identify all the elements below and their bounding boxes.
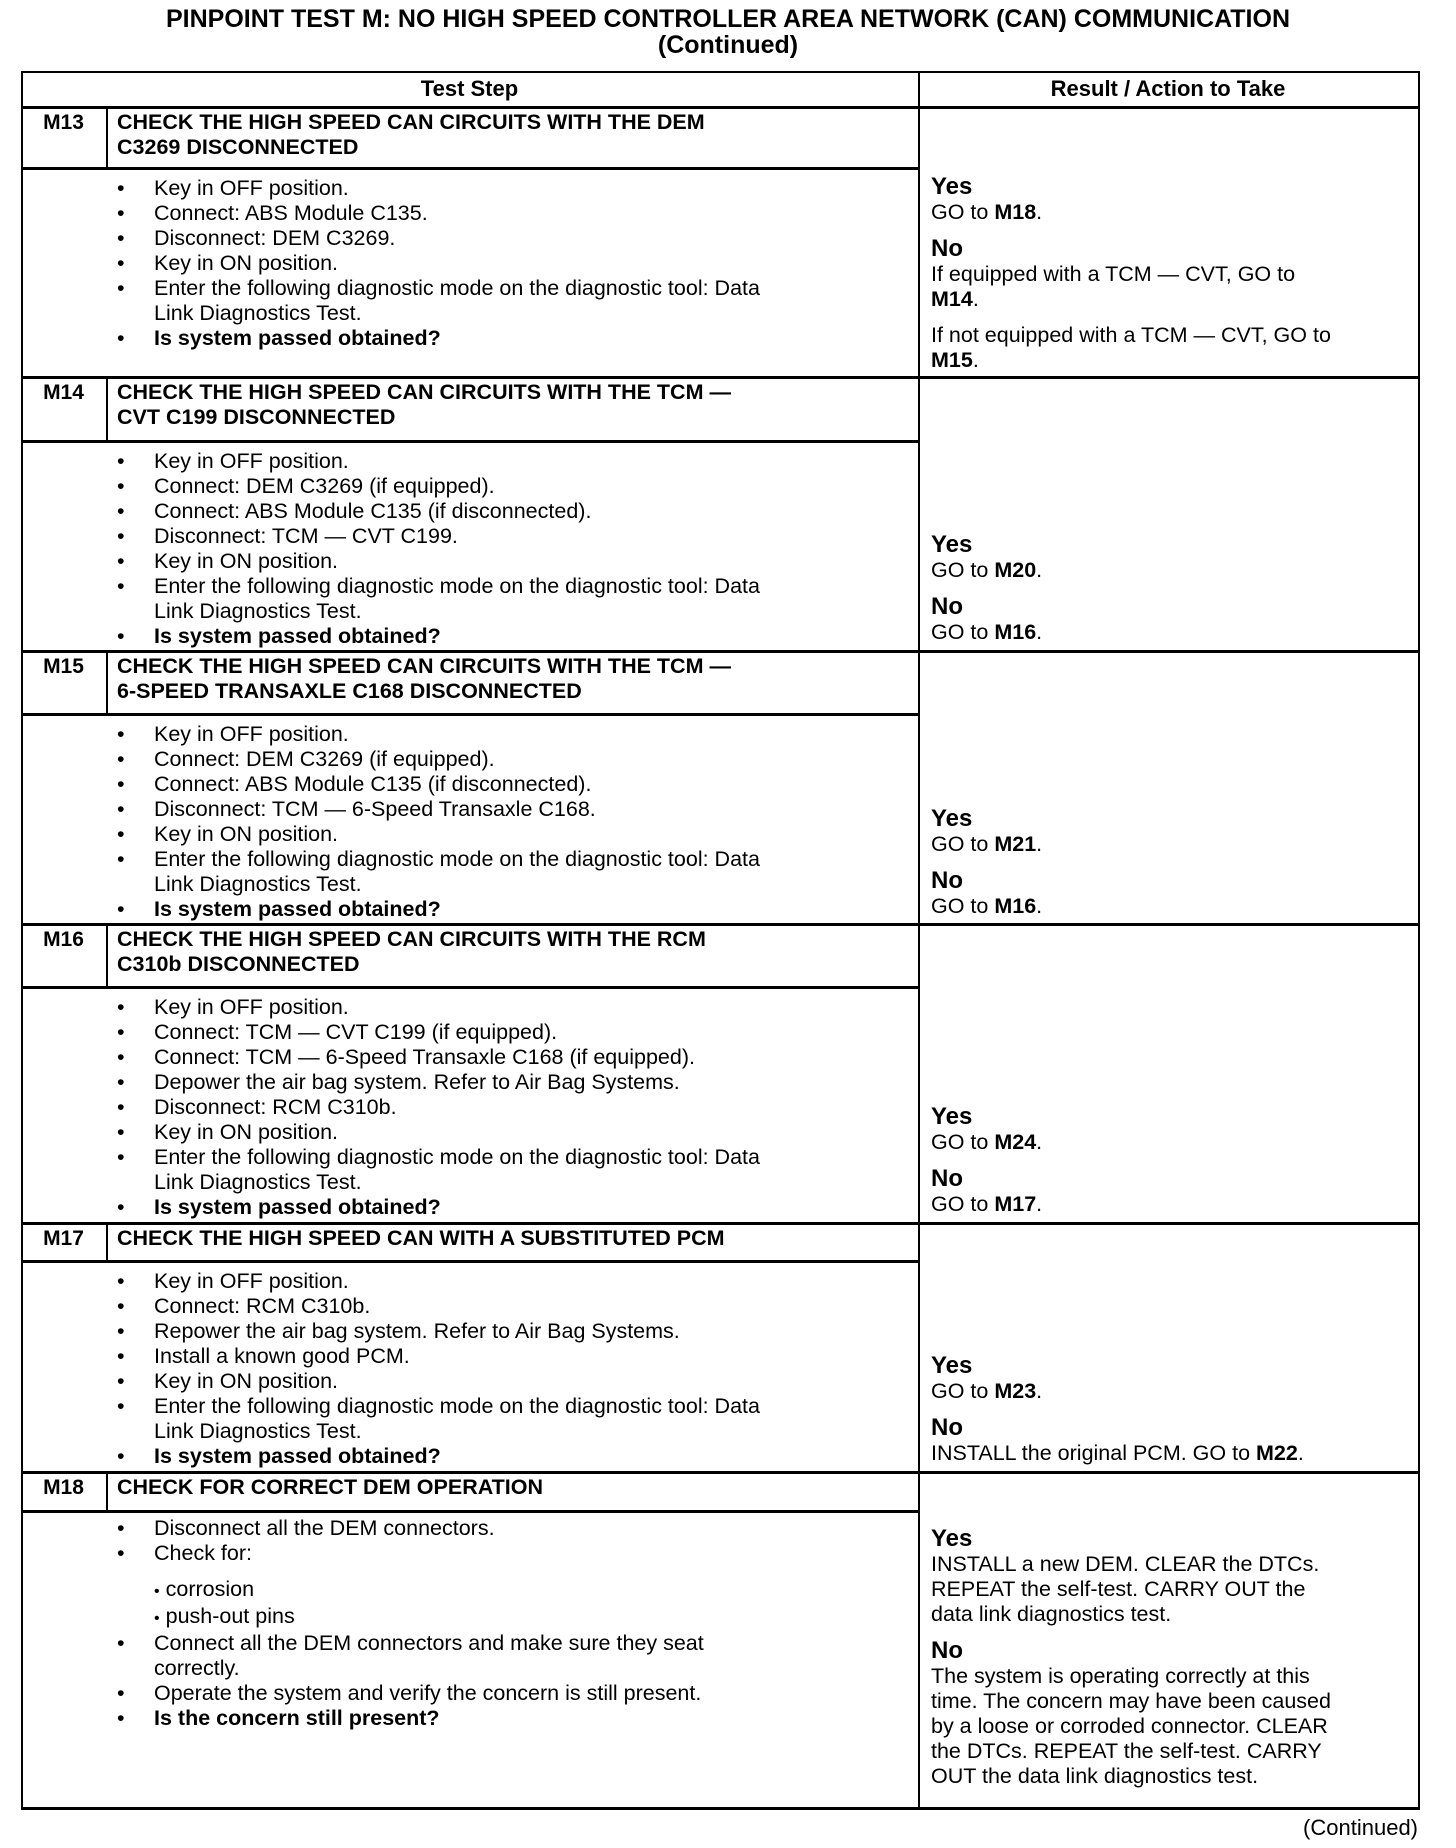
yes-label: Yes xyxy=(931,1352,973,1379)
instruction-item xyxy=(117,1294,917,1319)
yes-label: Yes xyxy=(931,1103,973,1130)
instruction-text: Connect: DEM C3269 (if equipped). xyxy=(154,474,495,498)
action-text: . xyxy=(1036,620,1043,644)
instruction-text: Install a known good PCM. xyxy=(154,1344,410,1368)
yes-label: Yes xyxy=(931,1525,973,1552)
step-reference: M23 xyxy=(994,1379,1037,1403)
bullet-icon: • xyxy=(117,1095,125,1119)
no-label: No xyxy=(931,593,963,620)
instruction-item xyxy=(117,201,917,226)
instruction-item xyxy=(117,276,917,326)
action-text: GO to xyxy=(931,1192,995,1216)
step-number-divider xyxy=(106,378,108,440)
column-divider xyxy=(918,71,920,1809)
instruction-text: Repower the air bag system. Refer to Air Bag Systems. xyxy=(154,1319,680,1343)
page-title: PINPOINT TEST M: NO HIGH SPEED CONTROLLER AREA NETWORK (CAN) COMMUNICATION xyxy=(165,5,1291,33)
step-reference: M18 xyxy=(994,200,1037,224)
bullet-icon: • xyxy=(117,1070,125,1094)
instruction-text: Disconnect: TCM — CVT C199. xyxy=(154,524,458,548)
bullet-icon: • xyxy=(117,1541,125,1565)
yes-action xyxy=(931,1552,1417,1627)
step-number: M17 xyxy=(43,1227,84,1250)
instruction-item xyxy=(117,822,917,847)
step-reference: M21 xyxy=(994,832,1037,856)
instruction-item xyxy=(117,176,917,201)
instruction-text: Disconnect: TCM — 6-Speed Transaxle C168. xyxy=(154,797,596,821)
instruction-item xyxy=(117,1706,917,1731)
action-text: GO to xyxy=(931,1130,995,1154)
instruction-item xyxy=(117,1269,917,1294)
step-number: M14 xyxy=(43,381,84,404)
instruction-text: Disconnect all the DEM connectors. xyxy=(154,1516,495,1540)
instruction-item xyxy=(117,747,917,772)
instruction-text: Is system passed obtained? xyxy=(154,624,441,648)
instruction-text: Connect: ABS Module C135 (if disconnected). xyxy=(154,499,592,523)
instruction-item xyxy=(117,797,917,822)
no-action xyxy=(931,1664,1417,1789)
step-instructions xyxy=(117,1516,917,1731)
bullet-icon: • xyxy=(117,276,125,300)
step-number: M16 xyxy=(43,928,84,951)
bullet-icon: • xyxy=(117,1369,125,1393)
no-action xyxy=(931,1192,1417,1217)
bullet-icon: • xyxy=(117,201,125,225)
instruction-text: Connect: RCM C310b. xyxy=(154,1294,371,1318)
action-text: . xyxy=(972,287,979,311)
no-label: No xyxy=(931,1637,963,1664)
column-header-result: Result / Action to Take xyxy=(1050,76,1286,101)
instruction-text: corrosion xyxy=(165,1577,255,1601)
instruction-item xyxy=(117,722,917,747)
table-border-bottom xyxy=(21,1807,1420,1810)
bullet-icon: • xyxy=(117,251,125,275)
step-title: CHECK THE HIGH SPEED CAN CIRCUITS WITH THE TCM — 6-SPEED TRANSAXLE C168 DISCONNECTED xyxy=(117,654,731,703)
no-action xyxy=(931,620,1417,645)
result-action xyxy=(931,806,1417,919)
instruction-text: Is system passed obtained? xyxy=(154,897,441,921)
action-text: GO to xyxy=(931,832,995,856)
instruction-text: Check for: xyxy=(154,1541,252,1565)
title-divider xyxy=(21,713,918,716)
bullet-icon: • xyxy=(117,574,125,598)
action-text: . xyxy=(1036,1192,1043,1216)
instruction-text: Key in OFF position. xyxy=(154,176,349,200)
step-reference: M14 xyxy=(931,287,973,311)
instruction-text: Enter the following diagnostic mode on the diagnostic tool: Data Link Diagnostics Test. xyxy=(154,847,760,896)
no-label: No xyxy=(931,867,963,894)
action-text: GO to xyxy=(931,620,995,644)
instruction-item xyxy=(117,524,917,549)
step-title: CHECK THE HIGH SPEED CAN CIRCUITS WITH THE RCM C310b DISCONNECTED xyxy=(117,927,706,976)
instruction-item xyxy=(117,1541,917,1566)
page-subtitle: (Continued) xyxy=(657,31,799,59)
instruction-text: Key in OFF position. xyxy=(154,995,349,1019)
action-text: If not equipped with a TCM — CVT, GO to xyxy=(931,323,1331,347)
action-text: . xyxy=(1036,1379,1043,1403)
instruction-text: Disconnect: RCM C310b. xyxy=(154,1095,397,1119)
instruction-item xyxy=(117,772,917,797)
bullet-icon: • xyxy=(117,1631,125,1655)
bullet-icon: • xyxy=(117,1120,125,1144)
instruction-text: Connect: DEM C3269 (if equipped). xyxy=(154,747,495,771)
step-reference: M22 xyxy=(1256,1441,1298,1465)
instruction-item xyxy=(117,474,917,499)
table-border-right xyxy=(1418,71,1420,1809)
instruction-item xyxy=(117,1195,917,1220)
action-text: INSTALL the original PCM. GO to xyxy=(931,1441,1257,1465)
bullet-icon: • xyxy=(117,176,125,200)
instruction-text: Is system passed obtained? xyxy=(154,1444,441,1468)
bullet-icon: • xyxy=(117,1294,125,1318)
action-text: . xyxy=(1036,1130,1043,1154)
instruction-text: Depower the air bag system. Refer to Air Bag Systems. xyxy=(154,1070,680,1094)
yes-label: Yes xyxy=(931,173,973,200)
instruction-item xyxy=(117,326,917,351)
bullet-icon: • xyxy=(117,722,125,746)
step-number-divider xyxy=(106,1224,108,1260)
step-reference: M16 xyxy=(994,620,1037,644)
step-number: M15 xyxy=(43,655,84,678)
no-label: No xyxy=(931,1165,963,1192)
bullet-icon: • xyxy=(117,474,125,498)
action-text: GO to xyxy=(931,1379,995,1403)
instruction-text: Key in ON position. xyxy=(154,549,339,573)
action-text: The system is operating correctly at this time. The concern may have been caused by a loose or corroded connector. CLEAR the DTCs. REPEAT the self-test. CARRY OUT the data link diagnostics test. xyxy=(931,1664,1331,1788)
instruction-item xyxy=(117,1577,917,1604)
bullet-icon: • xyxy=(117,1516,125,1540)
instruction-text: Operate the system and verify the concern is still present. xyxy=(154,1681,702,1705)
result-action xyxy=(931,1526,1417,1789)
bullet-icon: • xyxy=(117,1020,125,1044)
instruction-item xyxy=(117,549,917,574)
column-header-test-step: Test Step xyxy=(420,76,519,101)
title-divider xyxy=(21,440,918,443)
bullet-icon: • xyxy=(117,747,125,771)
instruction-item xyxy=(117,1120,917,1145)
instruction-text: Enter the following diagnostic mode on the diagnostic tool: Data Link Diagnostics Test. xyxy=(154,276,760,325)
bullet-icon: • xyxy=(117,797,125,821)
instruction-item xyxy=(117,226,917,251)
step-title: CHECK FOR CORRECT DEM OPERATION xyxy=(117,1475,544,1499)
instruction-text: Connect: TCM — CVT C199 (if equipped). xyxy=(154,1020,558,1044)
step-reference: M16 xyxy=(994,894,1037,918)
yes-label: Yes xyxy=(931,531,973,558)
step-reference: M15 xyxy=(931,348,973,372)
instruction-text: Connect: TCM — 6-Speed Transaxle C168 (if equipped). xyxy=(154,1045,695,1069)
instruction-text: Enter the following diagnostic mode on the diagnostic tool: Data Link Diagnostics Test. xyxy=(154,574,760,623)
bullet-icon: • xyxy=(117,847,125,871)
bullet-icon: • xyxy=(117,1195,125,1219)
step-number-divider xyxy=(106,925,108,986)
bullet-icon: • xyxy=(117,524,125,548)
action-text: . xyxy=(972,348,979,372)
action-text: . xyxy=(1036,832,1043,856)
bullet-icon: • xyxy=(117,772,125,796)
instruction-item xyxy=(117,1631,917,1681)
instruction-item xyxy=(117,1344,917,1369)
bullet-icon: • xyxy=(117,449,125,473)
step-instructions xyxy=(117,1269,917,1469)
no-action xyxy=(931,1441,1417,1466)
result-action xyxy=(931,1104,1417,1217)
instruction-item xyxy=(117,847,917,897)
instruction-text: Connect all the DEM connectors and make sure they seat correctly. xyxy=(154,1631,704,1680)
bullet-icon: • xyxy=(117,1681,125,1705)
instruction-text: Disconnect: DEM C3269. xyxy=(154,226,396,250)
step-instructions xyxy=(117,722,917,922)
instruction-text: Enter the following diagnostic mode on the diagnostic tool: Data Link Diagnostics Test. xyxy=(154,1145,760,1194)
instruction-item xyxy=(117,1145,917,1195)
step-number-divider xyxy=(106,1473,108,1510)
action-text: GO to xyxy=(931,200,995,224)
step-number-divider xyxy=(106,652,108,713)
step-title: CHECK THE HIGH SPEED CAN CIRCUITS WITH THE DEM C3269 DISCONNECTED xyxy=(117,110,705,159)
bullet-icon: • xyxy=(117,1319,125,1343)
title-divider xyxy=(21,167,918,170)
no-action xyxy=(931,262,1417,312)
bullet-icon: • xyxy=(117,549,125,573)
table-border-top xyxy=(21,71,1420,73)
step-instructions xyxy=(117,176,917,351)
step-number: M18 xyxy=(43,1476,84,1499)
no-action xyxy=(931,323,1417,373)
bullet-icon: • xyxy=(117,1269,125,1293)
instruction-item xyxy=(117,1095,917,1120)
instruction-item xyxy=(117,574,917,624)
instruction-item xyxy=(117,1444,917,1469)
instruction-item xyxy=(117,1070,917,1095)
action-text: . xyxy=(1036,894,1043,918)
instruction-text: Key in ON position. xyxy=(154,822,339,846)
step-number-divider xyxy=(106,108,108,167)
instruction-item xyxy=(117,897,917,922)
instruction-item xyxy=(117,995,917,1020)
instruction-item xyxy=(117,499,917,524)
step-instructions xyxy=(117,995,917,1220)
action-text: INSTALL a new DEM. CLEAR the DTCs. REPEAT the self-test. CARRY OUT the data link diagnostics test. xyxy=(931,1552,1320,1626)
step-number: M13 xyxy=(43,111,84,134)
step-reference: M20 xyxy=(994,558,1037,582)
instruction-text: Key in OFF position. xyxy=(154,449,349,473)
yes-action xyxy=(931,1379,1417,1404)
action-text: GO to xyxy=(931,558,995,582)
instruction-text: Connect: ABS Module C135. xyxy=(154,201,428,225)
instruction-item xyxy=(117,1020,917,1045)
bullet-icon: • xyxy=(117,1344,125,1368)
instruction-text: Enter the following diagnostic mode on the diagnostic tool: Data Link Diagnostics Test. xyxy=(154,1394,760,1443)
instruction-text: Key in ON position. xyxy=(154,251,339,275)
instruction-item xyxy=(117,1369,917,1394)
bullet-icon: • xyxy=(117,822,125,846)
yes-label: Yes xyxy=(931,805,973,832)
action-text: . xyxy=(1036,558,1043,582)
instruction-text: Connect: ABS Module C135 (if disconnected). xyxy=(154,772,592,796)
sub-bullet-icon: • xyxy=(154,1583,160,1600)
action-text: If equipped with a TCM — CVT, GO to xyxy=(931,262,1296,286)
bullet-icon: • xyxy=(117,1444,125,1468)
no-label: No xyxy=(931,235,963,262)
title-divider xyxy=(21,986,918,989)
bullet-icon: • xyxy=(117,624,125,648)
bullet-icon: • xyxy=(117,897,125,921)
bullet-icon: • xyxy=(117,1394,125,1418)
bullet-icon: • xyxy=(117,326,125,350)
yes-action xyxy=(931,1130,1417,1155)
instruction-item xyxy=(117,1604,917,1631)
bullet-icon: • xyxy=(117,995,125,1019)
no-action xyxy=(931,894,1417,919)
step-reference: M17 xyxy=(994,1192,1037,1216)
bullet-icon: • xyxy=(117,1145,125,1169)
instruction-text: Is system passed obtained? xyxy=(154,1195,441,1219)
result-action xyxy=(931,1353,1417,1466)
instruction-item xyxy=(117,624,917,649)
step-title: CHECK THE HIGH SPEED CAN CIRCUITS WITH THE TCM — CVT C199 DISCONNECTED xyxy=(117,380,731,429)
instruction-text: push-out pins xyxy=(165,1604,295,1628)
step-title: CHECK THE HIGH SPEED CAN WITH A SUBSTITUTED PCM xyxy=(117,1226,725,1250)
action-text: GO to xyxy=(931,894,995,918)
instruction-item xyxy=(117,251,917,276)
title-divider xyxy=(21,1260,918,1263)
instruction-item xyxy=(117,1319,917,1344)
yes-action xyxy=(931,200,1417,225)
no-label: No xyxy=(931,1414,963,1441)
yes-action xyxy=(931,832,1417,857)
instruction-text: Key in OFF position. xyxy=(154,1269,349,1293)
sub-bullet-icon: • xyxy=(154,1610,160,1627)
step-reference: M24 xyxy=(994,1130,1037,1154)
instruction-text: Key in ON position. xyxy=(154,1120,339,1144)
yes-action xyxy=(931,558,1417,583)
result-action xyxy=(931,532,1417,645)
instruction-item xyxy=(117,449,917,474)
result-action xyxy=(931,174,1417,373)
action-text: . xyxy=(1297,1441,1304,1465)
bullet-icon: • xyxy=(117,1045,125,1069)
instruction-item xyxy=(117,1045,917,1070)
action-text: . xyxy=(1036,200,1043,224)
instruction-text: Key in OFF position. xyxy=(154,722,349,746)
instruction-item xyxy=(117,1394,917,1444)
bullet-icon: • xyxy=(117,499,125,523)
instruction-text: Key in ON position. xyxy=(154,1369,339,1393)
instruction-text: Is the concern still present? xyxy=(154,1706,440,1730)
title-divider xyxy=(21,1510,918,1513)
instruction-text: Is system passed obtained? xyxy=(154,326,441,350)
step-instructions xyxy=(117,449,917,649)
bullet-icon: • xyxy=(117,1706,125,1730)
instruction-item xyxy=(117,1516,917,1541)
continued-footer: (Continued) xyxy=(1303,1815,1418,1840)
instruction-item xyxy=(117,1681,917,1706)
bullet-icon: • xyxy=(117,226,125,250)
